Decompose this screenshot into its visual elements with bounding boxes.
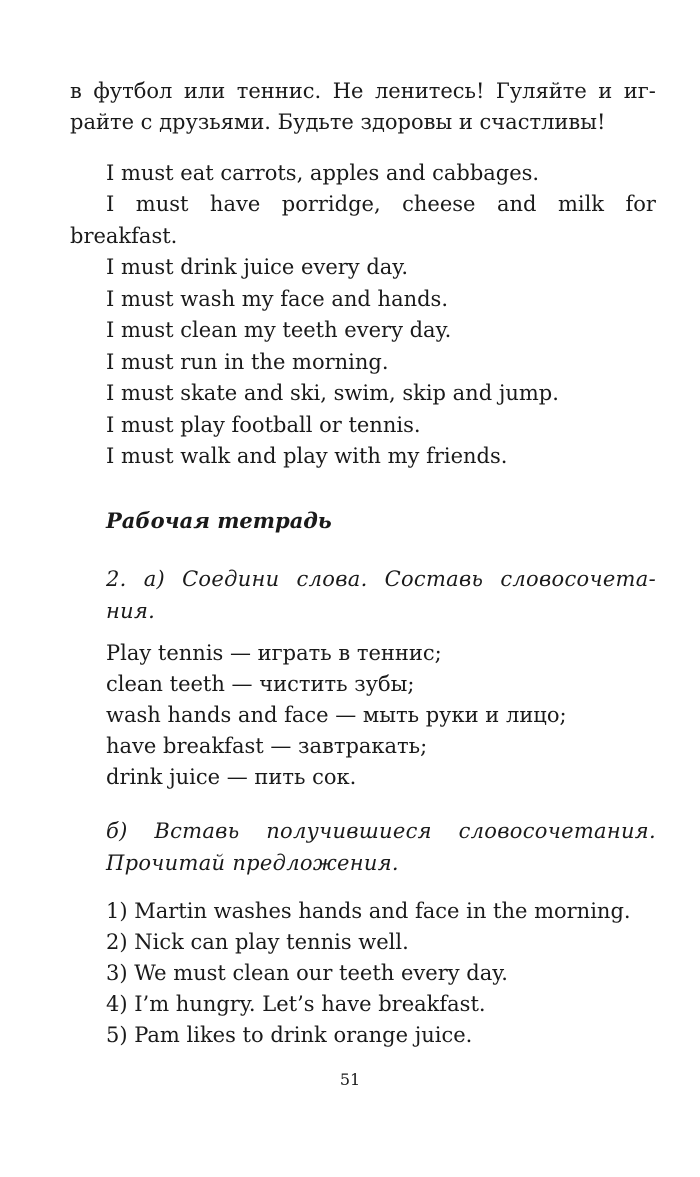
sentence-4: I must wash my face and hands.: [106, 287, 449, 311]
task-b-line-1: [106, 818, 656, 844]
sentence-word: and: [496, 192, 537, 216]
intro-word: или: [183, 79, 226, 103]
sentence-2: [106, 191, 656, 217]
intro-line-1: [70, 78, 656, 104]
task-b-line-2: Прочитай предложения.: [106, 851, 399, 875]
task-word: б): [106, 819, 128, 843]
word-pair: clean teeth — чистить зубы;: [106, 672, 415, 696]
intro-word: теннис.: [236, 79, 322, 103]
sentence-word: porridge,: [281, 192, 381, 216]
task-word: а): [143, 567, 166, 591]
word-pair: drink juice — пить сок.: [106, 765, 357, 789]
page-number: 51: [339, 1070, 361, 1089]
intro-word: футбол: [93, 79, 173, 103]
intro-word: Гуляйте: [495, 79, 587, 103]
task-a-line-2: ния.: [106, 599, 156, 623]
intro-word: в: [70, 79, 82, 103]
answer-line: 4) I’m hungry. Let’s have breakfast.: [106, 992, 486, 1016]
answer-line: 5) Pam likes to drink orange juice.: [106, 1023, 473, 1047]
sentence-word: for: [625, 192, 656, 216]
intro-word: иг-: [623, 79, 656, 103]
sentence-word: milk: [557, 192, 605, 216]
task-word: словосочетания.: [458, 819, 656, 843]
intro-word: ленитесь!: [374, 79, 485, 103]
sentence-3: I must drink juice every day.: [106, 255, 409, 279]
sentence-2-continuation: breakfast.: [70, 224, 178, 248]
sentence-word: cheese: [402, 192, 476, 216]
sentence-8: I must play football or tennis.: [106, 413, 421, 437]
task-word: Составь: [384, 567, 484, 591]
sentence-1: I must eat carrots, apples and cabbages.: [106, 161, 540, 185]
word-pair: wash hands and face — мыть руки и лицо;: [106, 703, 567, 727]
sentence-word: I: [106, 192, 115, 216]
task-word: Вставь: [154, 819, 240, 843]
section-heading: Рабочая тетрадь: [106, 508, 332, 533]
intro-word: и: [598, 79, 613, 103]
task-word: получившиеся: [266, 819, 432, 843]
answer-line: 2) Nick can play tennis well.: [106, 930, 409, 954]
task-word: Соедини: [182, 567, 280, 591]
sentence-word: must: [135, 192, 189, 216]
answer-line: 1) Martin washes hands and face in the morning.: [106, 899, 631, 923]
sentence-word: have: [209, 192, 261, 216]
task-a-line-1: [106, 566, 656, 592]
intro-line-2: райте с друзьями. Будьте здоровы и счастливы!: [70, 110, 606, 134]
sentence-9: I must walk and play with my friends.: [106, 444, 508, 468]
task-word: словосочета-: [500, 567, 656, 591]
answer-line: 3) We must clean our teeth every day.: [106, 961, 508, 985]
word-pair: have breakfast — завтракать;: [106, 734, 428, 758]
task-word: слова.: [296, 567, 368, 591]
intro-word: Не: [332, 79, 364, 103]
sentence-5: I must clean my teeth every day.: [106, 318, 452, 342]
word-pair: Play tennis — играть в теннис;: [106, 641, 442, 665]
task-word: 2.: [106, 567, 127, 591]
sentence-6: I must run in the morning.: [106, 350, 389, 374]
sentence-7: I must skate and ski, swim, skip and jump.: [106, 381, 559, 405]
